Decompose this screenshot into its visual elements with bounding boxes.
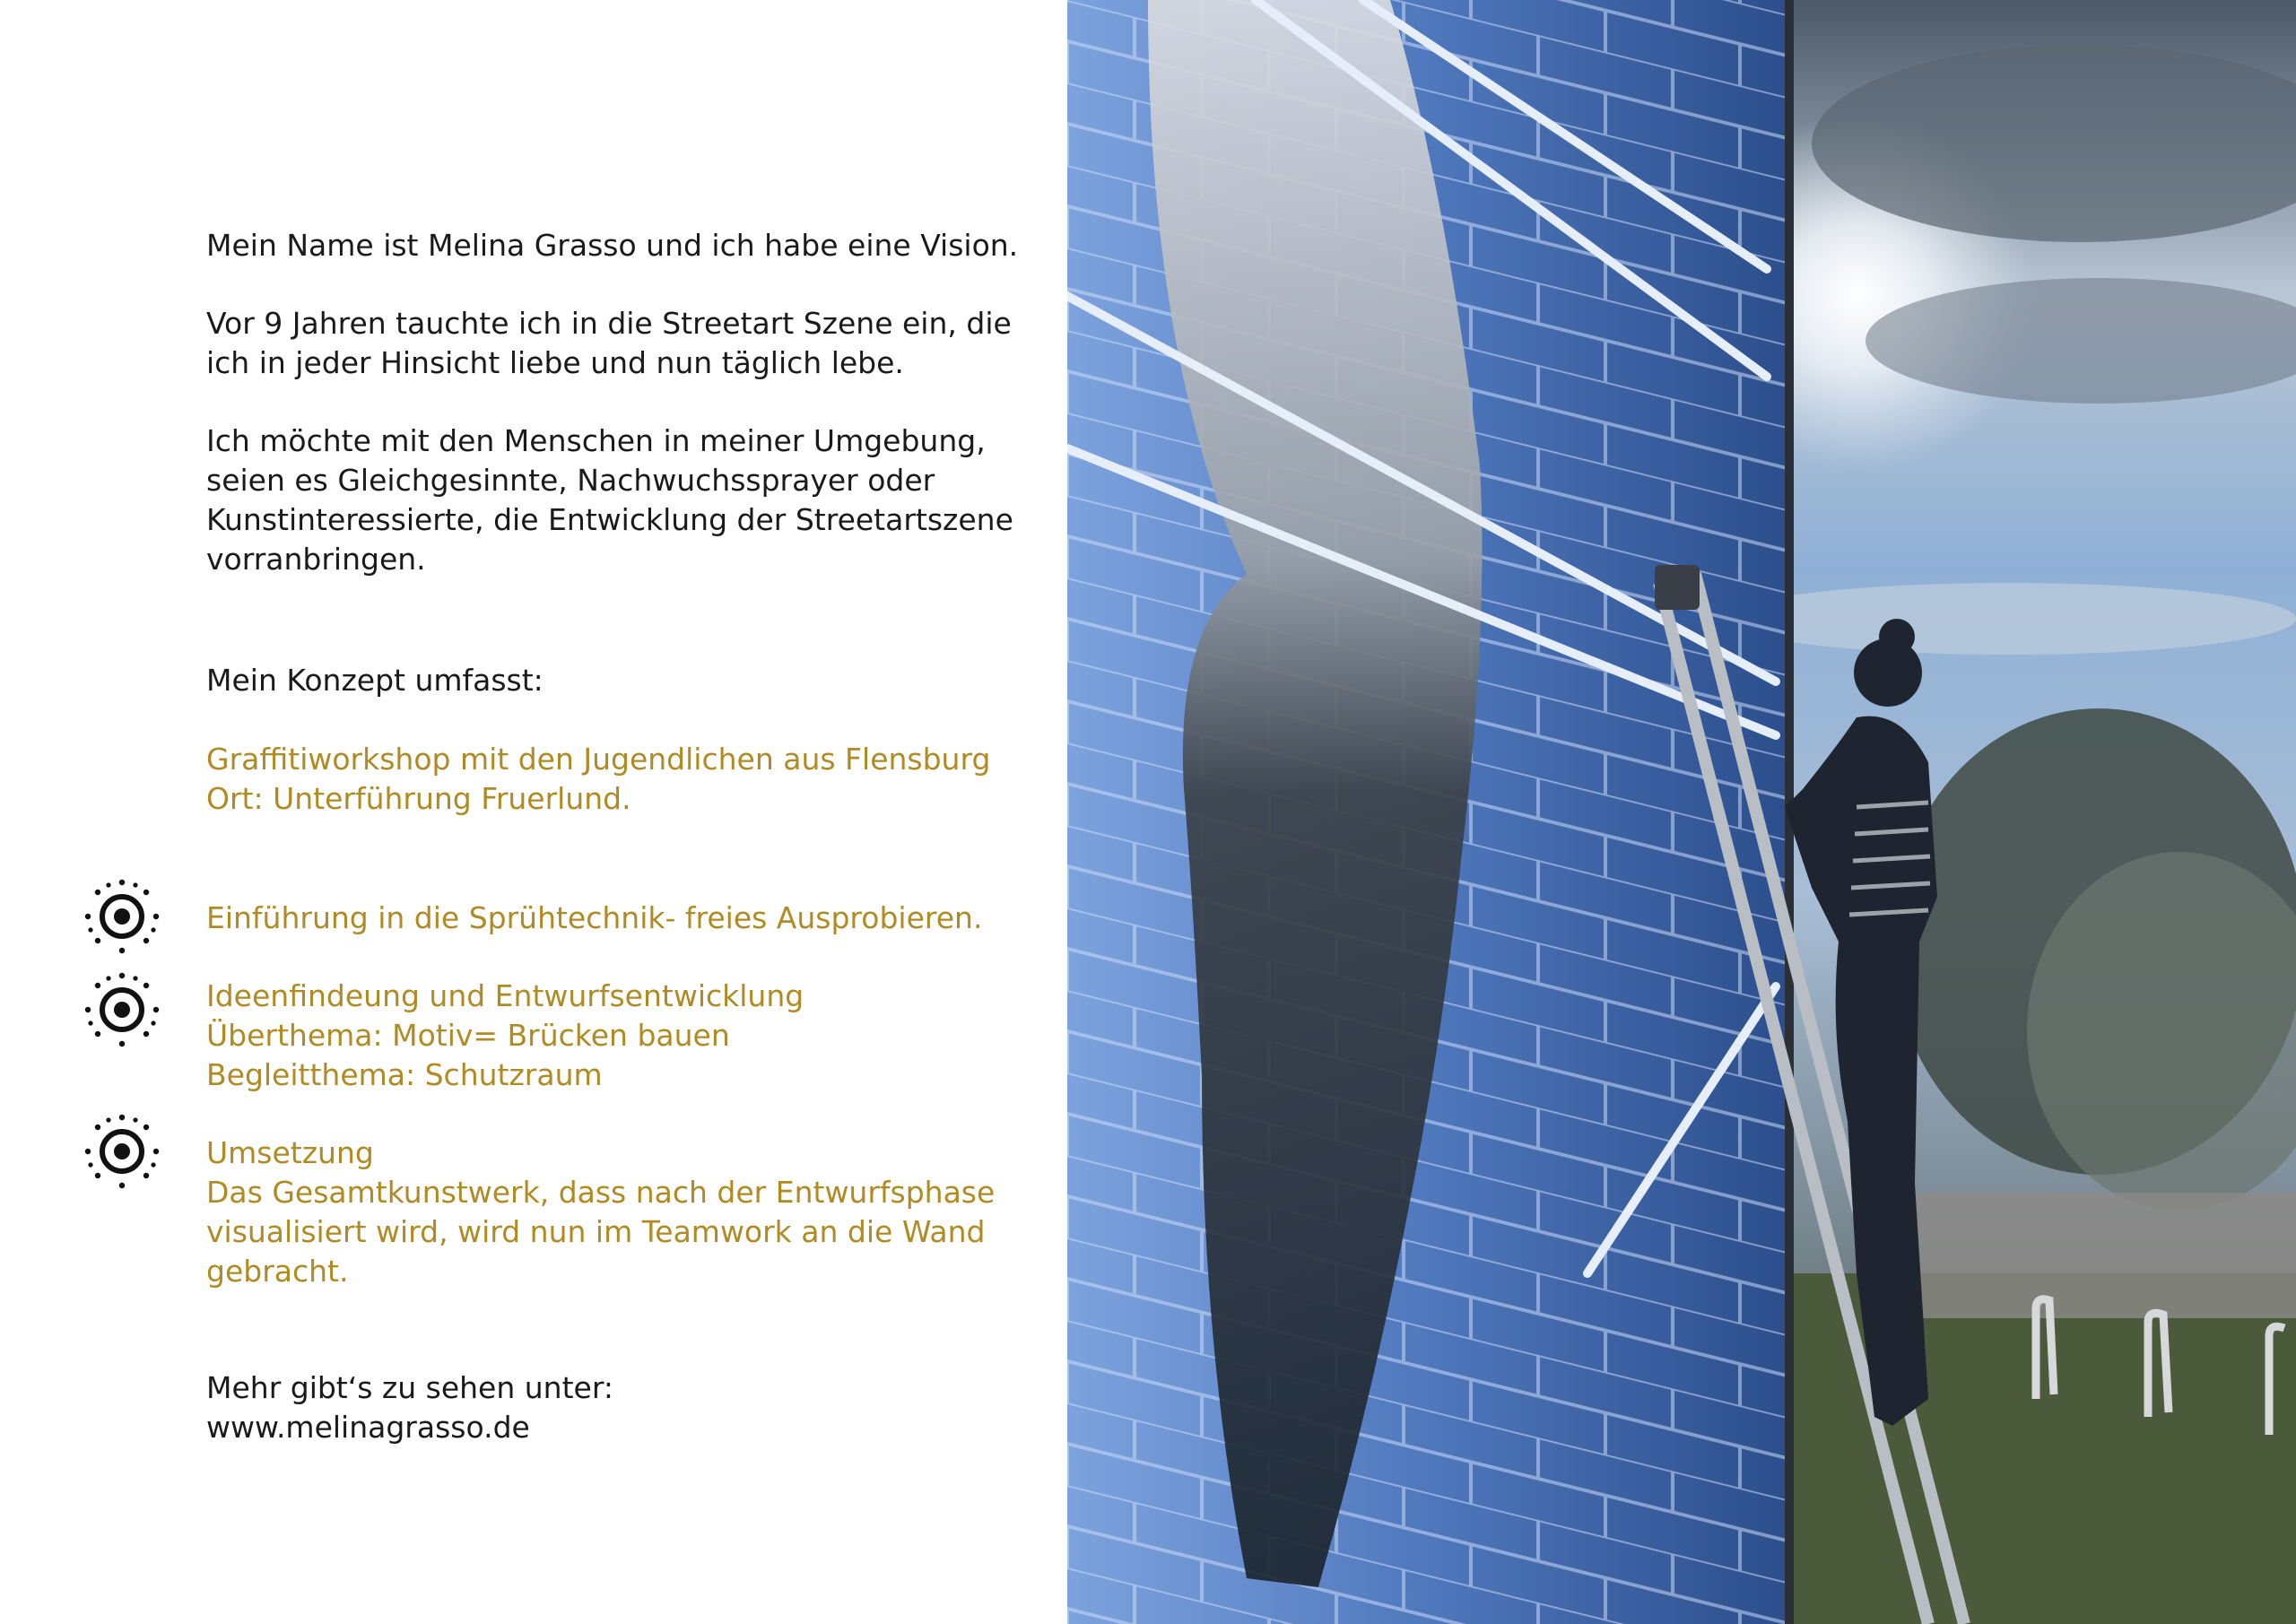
concept-item-1: Einführung in die Sprühtechnik- freies Ausprobieren.: [206, 900, 983, 935]
concept-item-2: Ideenfindeung und Entwurfsentwicklung Überthema: Motiv= Brücken bauen Begleitthema: Schutzraum: [206, 978, 804, 1092]
intro-line: Mein Name ist Melina Grasso und ich habe eine Vision.: [206, 228, 1019, 263]
intro-paragraph-2: Vor 9 Jahren tauchte ich in die Streetart Szene ein, die ich in jeder Hinsicht liebe und nun täglich lebe.: [206, 306, 1012, 380]
sun-eye-icon: [83, 877, 161, 956]
mural-photo: [1067, 0, 2296, 1624]
concept-heading: Mein Konzept umfasst:: [206, 663, 544, 698]
workshop-description: Graffitiworkshop mit den Jugendlichen aus Flensburg Ort: Unterführung Fruerlund.: [206, 742, 991, 816]
sun-eye-icon: [83, 970, 161, 1049]
text-panel: [0, 0, 1067, 1624]
website-reference: Mehr gibt‘s zu sehen unter: www.melinagrasso.de: [206, 1370, 613, 1445]
concept-item-3: Umsetzung Das Gesamtkunstwerk, dass nach der Entwurfsphase visualisiert wird, wird nun im Teamwork an die Wand gebracht.: [206, 1135, 996, 1289]
intro-paragraph-3: Ich möchte mit den Menschen in meiner Umgebung, seien es Gleichgesinnte, Nachwuchssprayer oder Kunstinteressierte, die Entwicklung der Streetartszene vorranbringen.: [206, 423, 1013, 577]
sun-eye-icon: [83, 1112, 161, 1191]
